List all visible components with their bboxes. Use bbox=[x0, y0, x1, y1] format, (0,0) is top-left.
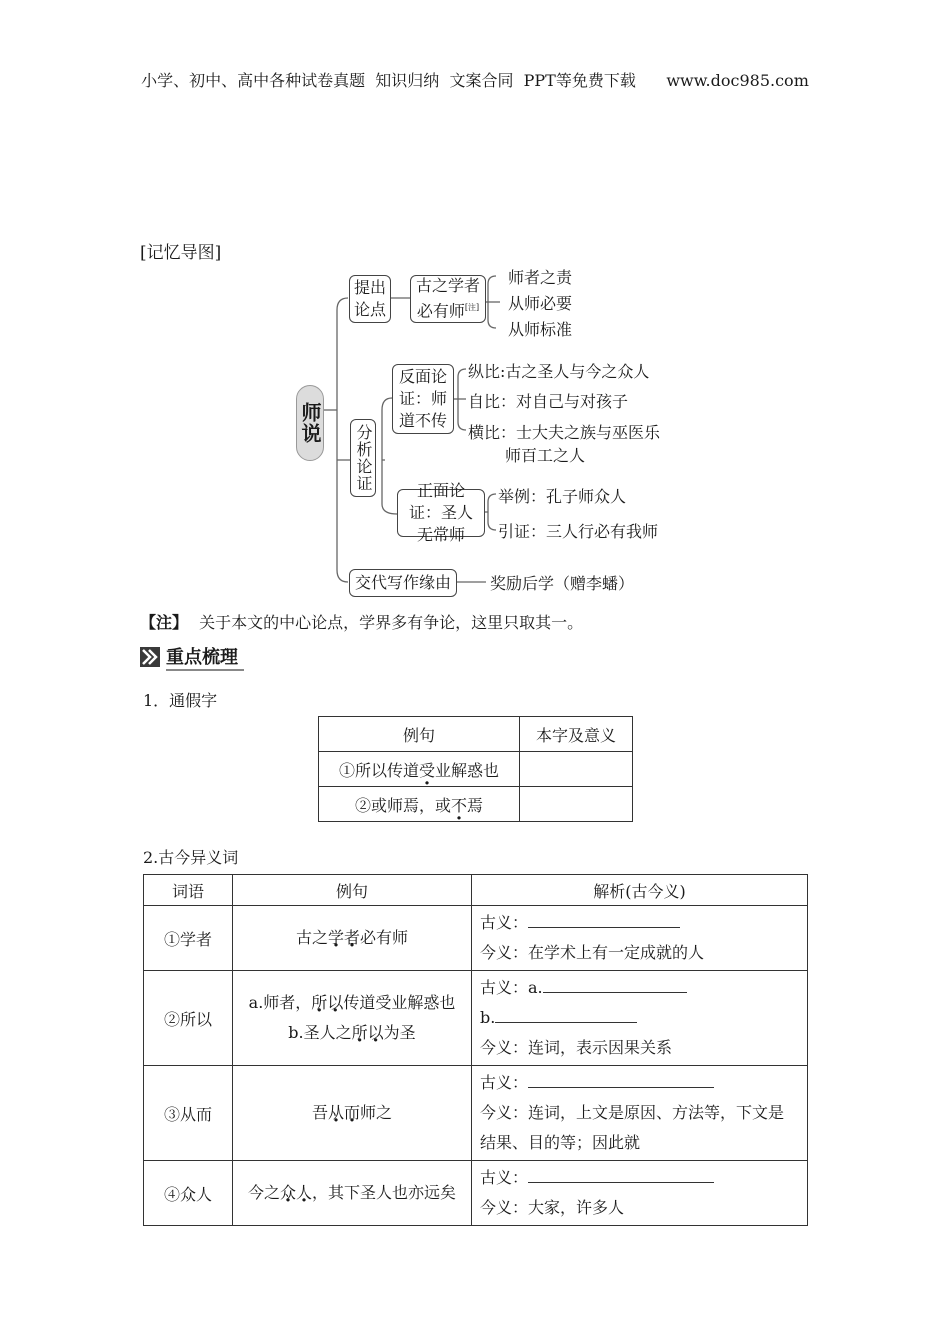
word-cell: ③从而 bbox=[144, 1066, 233, 1161]
positive-leaf-2: 引证：三人行必有我师 bbox=[498, 522, 659, 541]
mindmap-root bbox=[296, 385, 324, 461]
section-banner bbox=[140, 644, 244, 670]
example-cell: ①所以传道受业解惑也 bbox=[319, 752, 520, 787]
section2-title: 2.古今异义词 bbox=[143, 848, 239, 867]
double-chevron-icon bbox=[140, 646, 162, 668]
table-header-row bbox=[144, 875, 808, 906]
word-cell: ②所以 bbox=[144, 971, 233, 1066]
table-row bbox=[319, 752, 633, 787]
mindmap-branch-argument bbox=[350, 419, 376, 497]
fill-blank[interactable] bbox=[495, 1004, 637, 1023]
branch-thesis-label: 提出论点 bbox=[354, 278, 387, 319]
fill-blank[interactable] bbox=[528, 1069, 714, 1088]
fill-blank[interactable] bbox=[528, 909, 680, 928]
answer-cell[interactable] bbox=[520, 787, 633, 822]
sentence-cell: 吾从而师之 bbox=[233, 1066, 472, 1161]
explanation-cell: 古义： 今义：连词，上文是原因、方法等，下文是 结果、目的等；因此就 bbox=[472, 1066, 808, 1161]
branch-argument-label: 分析论证 bbox=[354, 424, 373, 492]
header-cell: 本字及意义 bbox=[520, 717, 633, 752]
positive-leaf-1: 举例：孔子师众人 bbox=[498, 487, 627, 506]
header-cell: 例句 bbox=[319, 717, 520, 752]
gujin-table bbox=[143, 874, 808, 1226]
table-row bbox=[144, 906, 808, 971]
thesis-leaf-3: 从师标准 bbox=[508, 320, 573, 339]
explanation-cell: 古义： 今义：在学术上有一定成就的人 bbox=[472, 906, 808, 971]
site-header: 小学、初中、高中各种试卷真题 知识归纳 文案合同 PPT等免费下载 www.doc985.com bbox=[141, 71, 809, 90]
note-tag: 【注】 bbox=[140, 613, 189, 632]
sentence-cell: a.师者，所以传道受业解惑也 b.圣人之所以为圣 bbox=[233, 971, 472, 1066]
mindmap-note bbox=[140, 610, 583, 633]
mindmap-negative-node bbox=[392, 364, 454, 434]
header-cell: 例句 bbox=[233, 875, 472, 906]
header-cell: 解析(古今义) bbox=[472, 875, 808, 906]
mindmap-branch-thesis bbox=[349, 275, 391, 323]
section1-title: 1．通假字 bbox=[143, 691, 218, 710]
mindmap-root-label: 师说 bbox=[298, 402, 322, 444]
mindmap-branch-purpose bbox=[349, 569, 457, 597]
thesis-node-label: 古之学者必有师[注] bbox=[416, 276, 481, 321]
sentence-cell: 古之学者必有师 bbox=[233, 906, 472, 971]
table-row bbox=[144, 1066, 808, 1161]
fill-blank[interactable] bbox=[528, 1164, 714, 1183]
thesis-leaf-1: 师者之责 bbox=[508, 268, 573, 287]
example-cell: ②或师焉，或不焉 bbox=[319, 787, 520, 822]
table-row bbox=[144, 1161, 808, 1226]
negative-leaf-3: 横比：士大夫之族与巫医乐 bbox=[468, 423, 661, 442]
mindmap-label: [记忆导图] bbox=[140, 243, 222, 263]
answer-cell[interactable] bbox=[520, 752, 633, 787]
negative-leaf-1: 纵比:古之圣人与今之众人 bbox=[468, 362, 650, 381]
word-cell: ①学者 bbox=[144, 906, 233, 971]
positive-node-label: 正面论证：圣人无常师 bbox=[408, 481, 473, 544]
tongjia-table bbox=[318, 716, 633, 822]
thesis-leaf-2: 从师必要 bbox=[508, 294, 573, 313]
word-cell: ④众人 bbox=[144, 1161, 233, 1226]
branch-purpose-label: 交代写作缘由 bbox=[354, 573, 451, 592]
header-cell: 词语 bbox=[144, 875, 233, 906]
negative-leaf-2: 自比：对自己与对孩子 bbox=[468, 392, 629, 411]
sentence-cell: 今之众人，其下圣人也亦远矣 bbox=[233, 1161, 472, 1226]
fill-blank[interactable] bbox=[543, 974, 687, 993]
mindmap-positive-node bbox=[397, 481, 485, 544]
note-text: 关于本文的中心论点，学界多有争论，这里只取其一。 bbox=[199, 613, 584, 632]
banner-title: 重点梳理 bbox=[166, 643, 244, 671]
purpose-leaf: 奖励后学（赠李蟠） bbox=[490, 574, 635, 593]
table-header-row bbox=[319, 717, 633, 752]
table-row bbox=[319, 787, 633, 822]
explanation-cell: 古义：a. b. 今义：连词，表示因果关系 bbox=[472, 971, 808, 1066]
negative-node-label: 反面论证：师道不传 bbox=[398, 367, 447, 430]
table-row bbox=[144, 971, 808, 1066]
explanation-cell: 古义： 今义：大家，许多人 bbox=[472, 1161, 808, 1226]
mindmap-thesis-node bbox=[410, 275, 486, 323]
negative-leaf-4: 师百工之人 bbox=[505, 446, 586, 465]
